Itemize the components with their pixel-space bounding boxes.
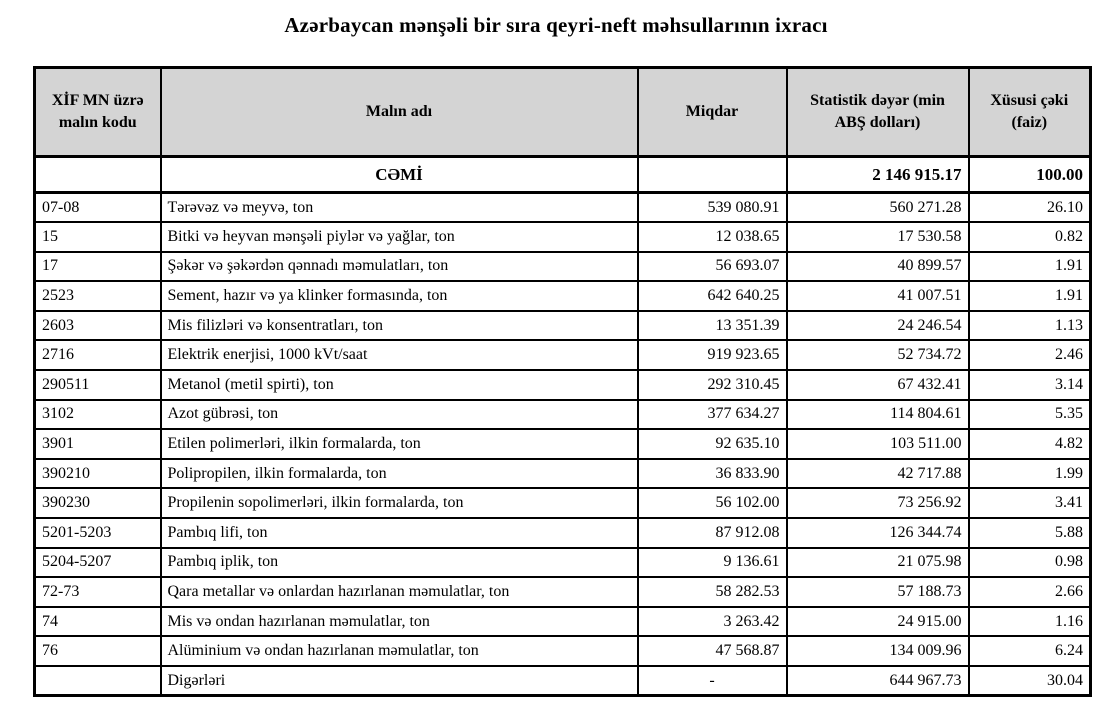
cell-quantity: 292 310.45 (638, 370, 787, 400)
table-row (35, 400, 1091, 430)
cell-code: 390230 (35, 488, 161, 518)
total-cell-label: CƏMİ (161, 157, 638, 193)
cell-quantity: 919 923.65 (638, 340, 787, 370)
cell-share: 6.24 (969, 636, 1091, 666)
cell-name: Etilen polimerləri, ilkin formalarda, ton (161, 429, 638, 459)
cell-share: 2.46 (969, 340, 1091, 370)
cell-share: 1.16 (969, 607, 1091, 637)
cell-code: 2716 (35, 340, 161, 370)
total-cell-quantity (638, 157, 787, 193)
cell-name: Pambıq iplik, ton (161, 548, 638, 578)
cell-quantity: 87 912.08 (638, 518, 787, 548)
cell-quantity: 58 282.53 (638, 577, 787, 607)
cell-value: 40 899.57 (787, 252, 969, 282)
table-row (35, 518, 1091, 548)
cell-quantity: 36 833.90 (638, 459, 787, 489)
cell-quantity: 3 263.42 (638, 607, 787, 637)
cell-name: Bitki və heyvan mənşəli piylər və yağlar, ton (161, 222, 638, 252)
table-row (35, 429, 1091, 459)
cell-value: 134 009.96 (787, 636, 969, 666)
cell-name: Mis və ondan hazırlanan məmulatlar, ton (161, 607, 638, 637)
cell-code: 17 (35, 252, 161, 282)
total-cell-code (35, 157, 161, 193)
cell-name: Mis filizləri və konsentratları, ton (161, 311, 638, 341)
table-row (35, 636, 1091, 666)
cell-name: Sement, hazır və ya klinker formasında, ton (161, 281, 638, 311)
table-row (35, 459, 1091, 489)
cell-code: 290511 (35, 370, 161, 400)
header-cell-quantity: Miqdar (638, 68, 787, 157)
cell-share: 4.82 (969, 429, 1091, 459)
cell-code: 390210 (35, 459, 161, 489)
cell-share: 5.35 (969, 400, 1091, 430)
cell-name: Alüminium və ondan hazırlanan məmulatlar, ton (161, 636, 638, 666)
cell-quantity: - (638, 666, 787, 696)
cell-code: 3901 (35, 429, 161, 459)
cell-value: 57 188.73 (787, 577, 969, 607)
cell-value: 73 256.92 (787, 488, 969, 518)
cell-quantity: 642 640.25 (638, 281, 787, 311)
cell-name: Polipropilen, ilkin formalarda, ton (161, 459, 638, 489)
table-row (35, 252, 1091, 282)
cell-value: 67 432.41 (787, 370, 969, 400)
cell-value: 114 804.61 (787, 400, 969, 430)
cell-code (35, 666, 161, 696)
total-cell-value: 2 146 915.17 (787, 157, 969, 193)
cell-code: 2523 (35, 281, 161, 311)
cell-share: 1.13 (969, 311, 1091, 341)
total-cell-share: 100.00 (969, 157, 1091, 193)
table-row (35, 548, 1091, 578)
cell-name: Digərləri (161, 666, 638, 696)
table-row (35, 193, 1091, 223)
table-header-row (35, 68, 1091, 157)
table-row (35, 577, 1091, 607)
cell-share: 0.82 (969, 222, 1091, 252)
export-table (33, 66, 1092, 697)
cell-share: 2.66 (969, 577, 1091, 607)
table-body (35, 157, 1091, 696)
cell-code: 15 (35, 222, 161, 252)
header-cell-code: XİF MN üzrə malın kodu (35, 68, 161, 157)
cell-value: 103 511.00 (787, 429, 969, 459)
cell-value: 24 246.54 (787, 311, 969, 341)
cell-name: Pambıq lifi, ton (161, 518, 638, 548)
cell-quantity: 56 693.07 (638, 252, 787, 282)
cell-quantity: 12 038.65 (638, 222, 787, 252)
cell-name: Elektrik enerjisi, 1000 kVt/saat (161, 340, 638, 370)
total-row (35, 157, 1091, 193)
cell-quantity: 539 080.91 (638, 193, 787, 223)
cell-code: 72-73 (35, 577, 161, 607)
cell-value: 52 734.72 (787, 340, 969, 370)
cell-name: Tərəvəz və meyvə, ton (161, 193, 638, 223)
cell-name: Propilenin sopolimerləri, ilkin formalarda, ton (161, 488, 638, 518)
cell-value: 17 530.58 (787, 222, 969, 252)
cell-quantity: 47 568.87 (638, 636, 787, 666)
cell-value: 41 007.51 (787, 281, 969, 311)
cell-value: 24 915.00 (787, 607, 969, 637)
page-title: Azərbaycan mənşəli bir sıra qeyri-neft məhsullarının ixracı (284, 13, 828, 37)
cell-share: 30.04 (969, 666, 1091, 696)
table-row (35, 222, 1091, 252)
table-row (35, 488, 1091, 518)
cell-quantity: 92 635.10 (638, 429, 787, 459)
table-row (35, 666, 1091, 696)
cell-value: 644 967.73 (787, 666, 969, 696)
cell-name: Metanol (metil spirti), ton (161, 370, 638, 400)
cell-code: 2603 (35, 311, 161, 341)
cell-value: 126 344.74 (787, 518, 969, 548)
cell-quantity: 9 136.61 (638, 548, 787, 578)
table-row (35, 370, 1091, 400)
cell-code: 74 (35, 607, 161, 637)
cell-name: Azot gübrəsi, ton (161, 400, 638, 430)
cell-value: 560 271.28 (787, 193, 969, 223)
cell-name: Qara metallar və onlardan hazırlanan məmulatlar, ton (161, 577, 638, 607)
header-cell-value: Statistik dəyər (min ABŞ dolları) (787, 68, 969, 157)
cell-code: 5204-5207 (35, 548, 161, 578)
cell-share: 3.41 (969, 488, 1091, 518)
header-cell-share: Xüsusi çəki (faiz) (969, 68, 1091, 157)
cell-share: 1.91 (969, 252, 1091, 282)
table-row (35, 311, 1091, 341)
cell-share: 26.10 (969, 193, 1091, 223)
cell-quantity: 377 634.27 (638, 400, 787, 430)
cell-quantity: 13 351.39 (638, 311, 787, 341)
table-row (35, 607, 1091, 637)
cell-code: 07-08 (35, 193, 161, 223)
table-row (35, 340, 1091, 370)
cell-share: 5.88 (969, 518, 1091, 548)
header-cell-name: Malın adı (161, 68, 638, 157)
cell-quantity: 56 102.00 (638, 488, 787, 518)
table-row (35, 281, 1091, 311)
cell-share: 1.99 (969, 459, 1091, 489)
cell-name: Şəkər və şəkərdən qənnadı məmulatları, ton (161, 252, 638, 282)
cell-value: 21 075.98 (787, 548, 969, 578)
cell-share: 0.98 (969, 548, 1091, 578)
cell-code: 5201-5203 (35, 518, 161, 548)
cell-code: 3102 (35, 400, 161, 430)
cell-value: 42 717.88 (787, 459, 969, 489)
cell-code: 76 (35, 636, 161, 666)
cell-share: 1.91 (969, 281, 1091, 311)
cell-share: 3.14 (969, 370, 1091, 400)
